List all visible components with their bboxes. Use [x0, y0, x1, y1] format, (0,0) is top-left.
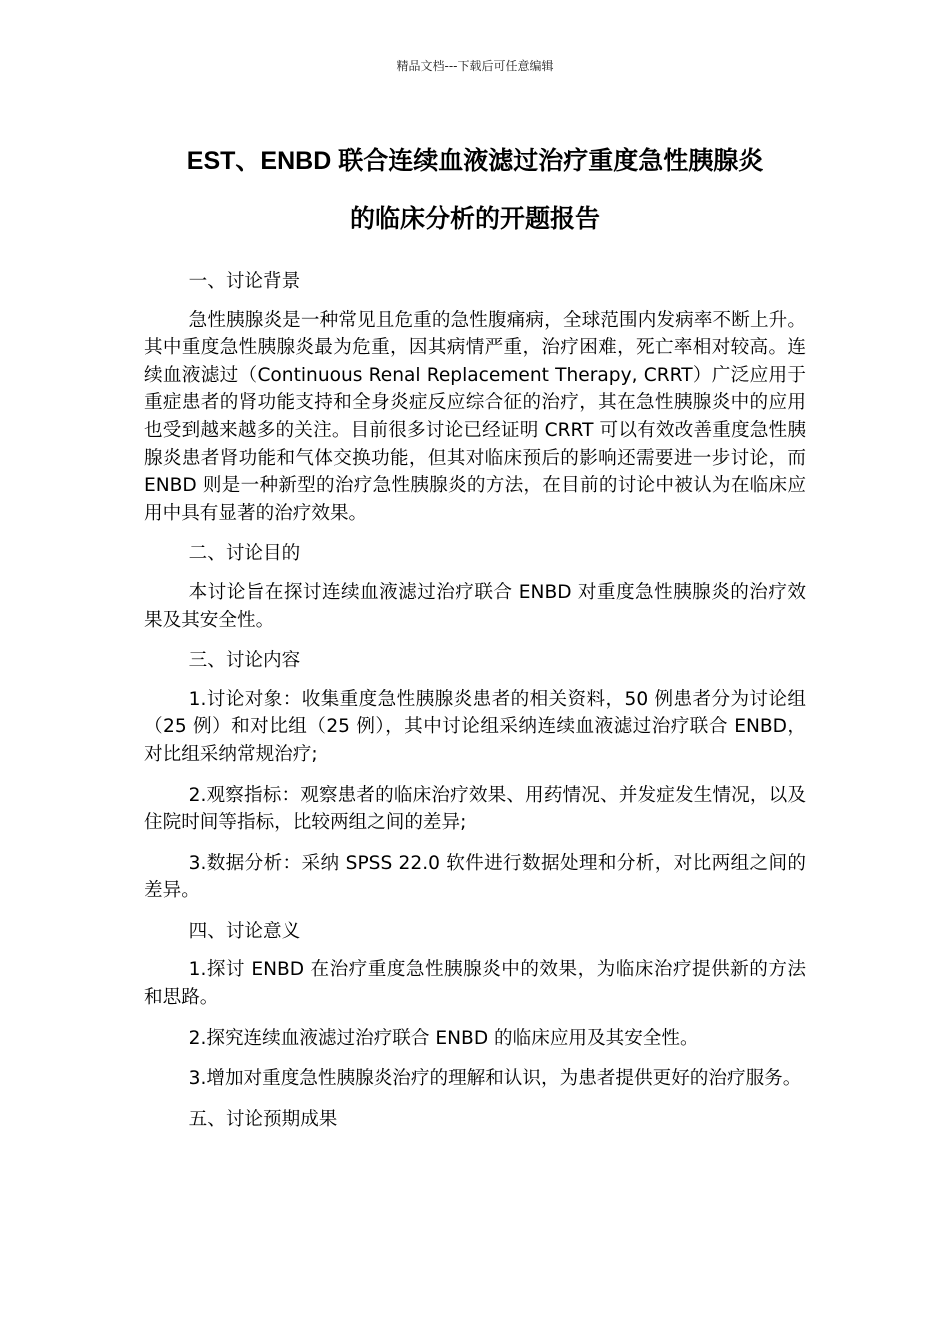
section-heading-background: 一、讨论背景: [188, 271, 301, 292]
document-title: [120, 132, 830, 248]
section-heading-purpose: 二、讨论目的: [188, 543, 301, 565]
significance-item-3: 3.增加对重度急性胰腺炎治疗的理解和认识，为患者提供更好的治疗服务。: [188, 1068, 802, 1090]
document-body: [144, 268, 806, 1144]
content-item-3: 3.数据分析：采纳 SPSS 22.0 软件进行数据处理和分析，对比两组之间的差异。: [144, 852, 806, 902]
significance-item-2: 2.探究连续血液滤过治疗联合 ENBD 的临床应用及其安全性。: [188, 1027, 699, 1049]
background-paragraph: 急性胰腺炎是一种常见且危重的急性腹痛病，全球范围内发病率不断上升。其中重度急性胰腺炎最为危重，因其病情严重，治疗困难，死亡率相对较高。连续血液滤过（Continuous Renal Replacement Therapy, CRRT）广泛应用于重症患者的肾功能支持和全身炎症反应综合征的治疗，其在急性胰腺炎中的应用也受到越来越多的关注。目前很多讨论已经证明 CRRT 可以有效改善重度急性胰腺炎患者肾功能和气体交换功能，但其对临床预后的影响还需要进一步讨论，而 ENBD 则是一种新型的治疗急性胰腺炎的方法，在目前的讨论中被认为在临床应用中具有显著的治疗效果。: [144, 309, 806, 524]
section-heading-expected: 五、讨论预期成果: [188, 1108, 338, 1130]
document-title-line-1: EST、ENBD 联合连续血液滤过治疗重度急性胰腺炎: [186, 147, 764, 175]
document-title-line-2: 的临床分析的开题报告: [349, 205, 600, 233]
purpose-paragraph: 本讨论旨在探讨连续血液滤过治疗联合 ENBD 对重度急性胰腺炎的治疗效果及其安全性。: [144, 581, 806, 631]
section-heading-content: 三、讨论内容: [188, 650, 301, 672]
content-item-2: 2.观察指标：观察患者的临床治疗效果、用药情况、并发症发生情况，以及住院时间等指标，比较两组之间的差异;: [144, 784, 806, 834]
section-heading-significance: 四、讨论意义: [188, 920, 301, 942]
content-item-1: 1.讨论对象：收集重度急性胰腺炎患者的相关资料，50 例患者分为讨论组（25 例）和对比组（25 例），其中讨论组采纳连续血液滤过治疗联合 ENBD，对比组采纳常规治疗;: [144, 688, 806, 765]
significance-item-1: 1.探讨 ENBD 在治疗重度急性胰腺炎中的效果，为临床治疗提供新的方法和思路。: [144, 959, 806, 1009]
header-note: 精品文档---下载后可任意编辑: [396, 59, 554, 73]
